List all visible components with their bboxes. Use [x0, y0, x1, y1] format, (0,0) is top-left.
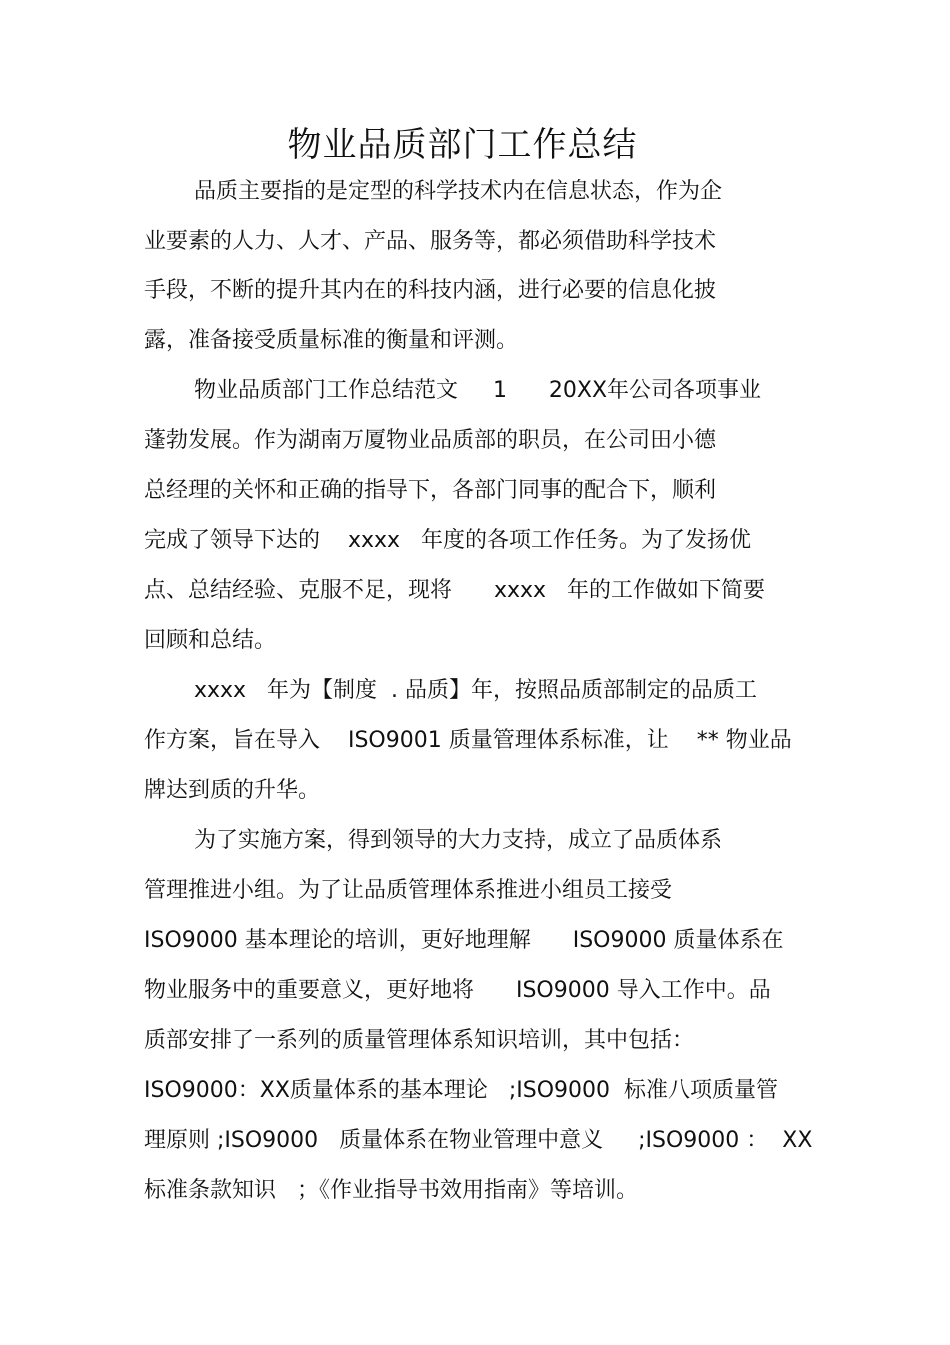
text-line: 回顾和总结。 [144, 628, 277, 653]
text-line: 物业服务中的重要意义，更好地将 ISO9000 导入工作中。品 [144, 978, 771, 1003]
text-line: 蓬勃发展。作为湖南万厦物业品质部的职员，在公司田小德 [144, 428, 717, 453]
text-line: 完成了领导下达的 xxxx 年度的各项工作任务。为了发扬优 [144, 528, 752, 553]
text-line: 作方案，旨在导入 ISO9001 质量管理体系标准，让 ** 物业品 [144, 728, 792, 753]
text-line: 手段，不断的提升其内在的科技内涵，进行必要的信息化披 [144, 278, 717, 303]
text-line: xxxx 年为【制度 . 品质】年，按照品质部制定的品质工 [194, 678, 758, 703]
text-line: 牌达到质的升华。 [144, 778, 321, 803]
text-line: ISO9000 基本理论的培训，更好地理解 ISO9000 质量体系在 [144, 928, 784, 953]
text-line: 为了实施方案，得到领导的大力支持，成立了品质体系 [194, 828, 723, 853]
text-line: 物业品质部门工作总结范文 1 20XX年公司各项事业 [194, 378, 762, 403]
text-line: 品质主要指的是定型的科学技术内在信息状态，作为企 [194, 179, 723, 204]
text-line: 点、总结经验、克服不足，现将 xxxx 年的工作做如下简要 [144, 578, 766, 603]
text-line: 总经理的关怀和正确的指导下，各部门同事的配合下，顺利 [144, 478, 717, 503]
text-line: 理原则 ;ISO9000 质量体系在物业管理中意义 ;ISO9000 ： XX [144, 1128, 813, 1153]
text-line: 管理推进小组。为了让品质管理体系推进小组员工接受 [144, 878, 673, 903]
text-line: ISO9000：XX质量体系的基本理论 ;ISO9000 标准八项质量管 [144, 1078, 779, 1103]
text-line: 标准条款知识 ；《作业指导书效用指南》等培训。 [144, 1178, 638, 1203]
text-line: 质部安排了一系列的质量管理体系知识培训，其中包括： [144, 1028, 695, 1053]
document-title: 物业品质部门工作总结 [287, 125, 638, 165]
text-line: 露，准备接受质量标准的衡量和评测。 [144, 328, 519, 353]
text-line: 业要素的人力、人才、产品、服务等，都必须借助科学技术 [144, 229, 717, 254]
